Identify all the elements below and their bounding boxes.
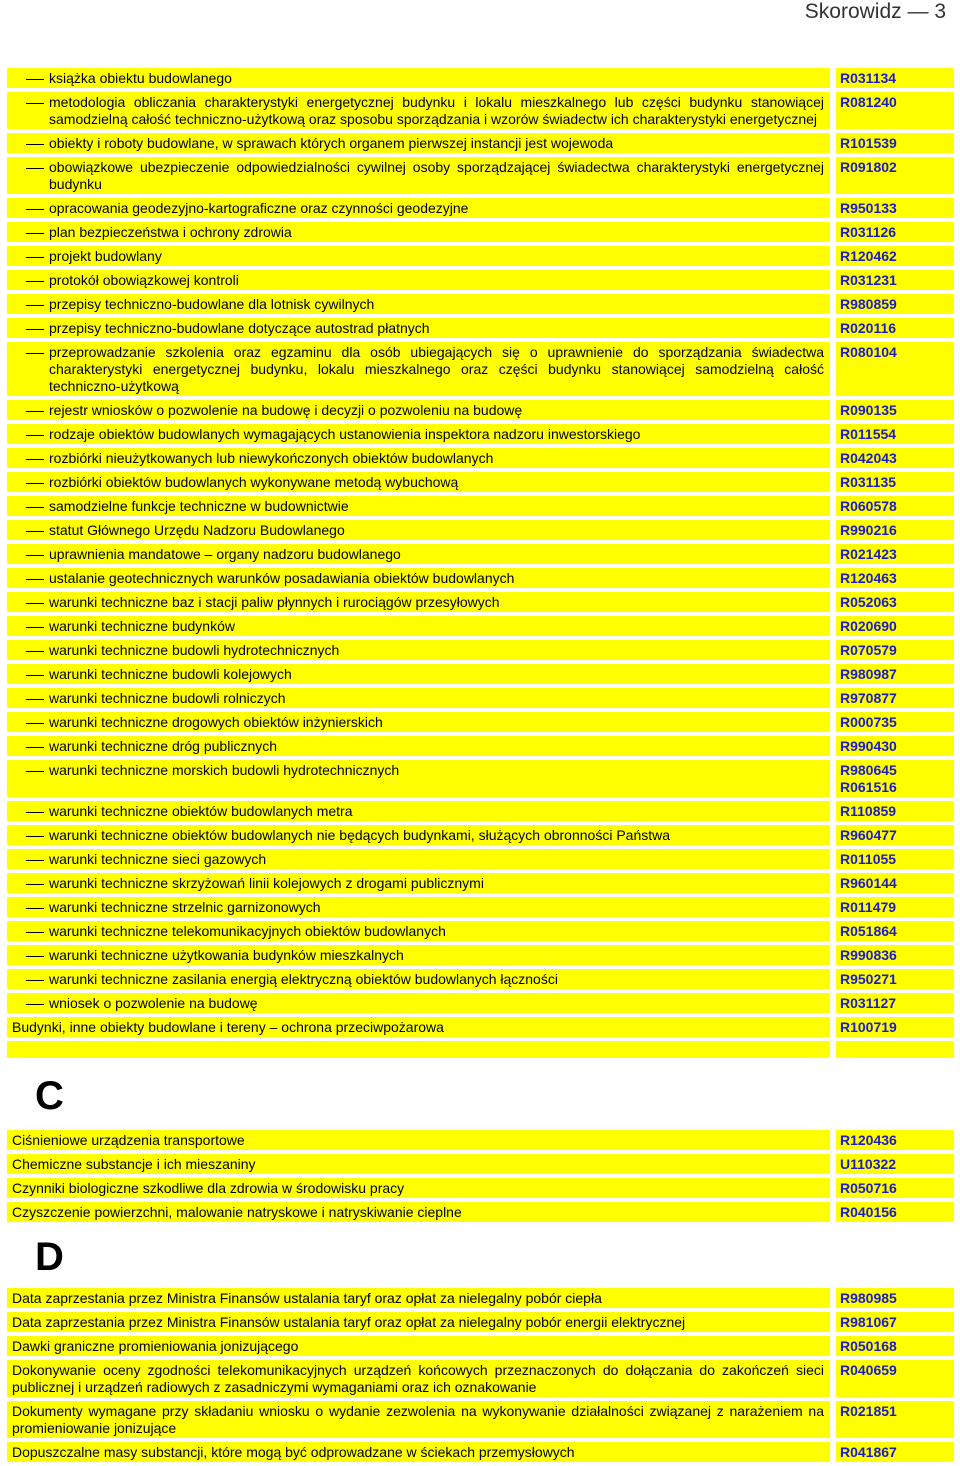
entry-code[interactable] <box>836 472 954 492</box>
entry-code[interactable] <box>836 544 954 564</box>
entry-title: rozbiórki obiektów budowlanych wykonywane metodą wybuchową <box>7 472 830 492</box>
index-entry <box>7 294 954 314</box>
index-entry <box>7 849 954 869</box>
entry-code-link[interactable]: R960477 <box>840 827 897 843</box>
index-entry <box>7 544 954 564</box>
entry-code[interactable] <box>836 92 954 129</box>
entry-title: rozbiórki nieużytkowanych lub niewykończonych obiektów budowlanych <box>7 448 830 468</box>
index-entry <box>7 688 954 708</box>
entry-code[interactable] <box>836 448 954 468</box>
entry-title: warunki techniczne baz i stacji paliw płynnych i rurociągów przesyłowych <box>7 592 830 612</box>
index-entry <box>7 1401 954 1438</box>
entry-title: warunki techniczne skrzyżowań linii kolejowych z drogami publicznymi <box>7 873 830 893</box>
entry-title: protokół obowiązkowej kontroli <box>7 270 830 290</box>
index-entry <box>7 246 954 266</box>
section-letter-c: C <box>35 1073 64 1118</box>
entry-code[interactable] <box>836 664 954 684</box>
entry-title: Czyszczenie powierzchni, malowanie natryskowe i natryskiwanie cieplne <box>7 1202 830 1222</box>
index-entry <box>7 1154 954 1174</box>
entry-code[interactable] <box>836 897 954 917</box>
index-entry <box>7 592 954 612</box>
entry-code-link[interactable]: R990430 <box>840 738 897 754</box>
index-entry <box>7 222 954 242</box>
entry-code[interactable] <box>836 1202 954 1222</box>
entry-title: Data zaprzestania przez Ministra Finansów ustalania taryf oraz opłat za nielegalny pobór energii elektrycznej <box>7 1312 830 1332</box>
index-entry <box>7 1360 954 1397</box>
entry-code[interactable] <box>836 945 954 965</box>
entry-code[interactable] <box>836 736 954 756</box>
index-entry <box>7 568 954 588</box>
entry-code-link[interactable]: R980985 <box>840 1290 897 1306</box>
entry-code-link[interactable]: R090135 <box>840 402 897 418</box>
entry-code-link[interactable]: R980859 <box>840 296 897 312</box>
entry-title: Czynniki biologiczne szkodliwe dla zdrowia w środowisku pracy <box>7 1178 830 1198</box>
entry-code-link[interactable]: R031126 <box>840 224 897 240</box>
entry-code[interactable] <box>836 1017 954 1037</box>
index-entry <box>7 1336 954 1356</box>
spacer-row <box>7 1041 954 1058</box>
entry-code[interactable] <box>836 342 954 396</box>
entry-code[interactable] <box>836 133 954 153</box>
entry-code-link[interactable]: R021851 <box>840 1403 897 1419</box>
entry-code[interactable] <box>836 1442 954 1462</box>
index-entry <box>7 472 954 492</box>
entry-code-link[interactable]: R031127 <box>840 995 897 1011</box>
entry-title: warunki techniczne użytkowania budynków mieszkalnych <box>7 945 830 965</box>
entry-title: przeprowadzanie szkolenia oraz egzaminu dla osób ubiegających się o uprawnienie do sporządzania świadectwa charakterystyki energetycznej budynku, lokalu mieszkalnego oraz części budynku stanowiącej samodzielną całość techniczno-użytkową <box>7 342 830 396</box>
entry-code[interactable] <box>836 801 954 821</box>
section-letter-c-row <box>7 1062 954 1130</box>
entry-code-link[interactable]: R061516 <box>840 779 897 795</box>
entry-title: ustalanie geotechnicznych warunków posadawiania obiektów budowlanych <box>7 568 830 588</box>
index-entry <box>7 1017 954 1037</box>
entry-title: projekt budowlany <box>7 246 830 266</box>
index-entry <box>7 712 954 732</box>
entry-title: warunki techniczne budowli rolniczych <box>7 688 830 708</box>
index-entry <box>7 342 954 396</box>
entry-title: opracowania geodezyjno-kartograficzne oraz czynności geodezyjne <box>7 198 830 218</box>
index-entry <box>7 897 954 917</box>
index-entry <box>7 736 954 756</box>
entry-code-link[interactable]: R960144 <box>840 875 897 891</box>
index-entry <box>7 640 954 660</box>
entry-code-link[interactable]: R040659 <box>840 1362 897 1378</box>
index-entry <box>7 825 954 845</box>
index-entry <box>7 1130 954 1150</box>
entry-code[interactable] <box>836 424 954 444</box>
entry-title: warunki techniczne obiektów budowlanych nie będących budynkami, służących obronności Państwa <box>7 825 830 845</box>
entry-code[interactable] <box>836 760 954 797</box>
entry-title: metodologia obliczania charakterystyki energetycznej budynku i lokalu mieszkalnego lub części budynku stanowiącej samodzielną całość techniczno-użytkową oraz sposobu sporządzania i wzorów świadectw ich charakterystyki energetycznej <box>7 92 830 129</box>
index-entry <box>7 1312 954 1332</box>
entry-code[interactable] <box>836 640 954 660</box>
entry-title: warunki techniczne zasilania energią elektryczną obiektów budowlanych łączności <box>7 969 830 989</box>
entry-code[interactable] <box>836 1360 954 1397</box>
index-table <box>7 68 954 1466</box>
index-entry <box>7 270 954 290</box>
entry-code[interactable] <box>836 222 954 242</box>
entry-code-link[interactable]: R052063 <box>840 594 897 610</box>
index-entry <box>7 157 954 194</box>
entry-code-link[interactable]: R020690 <box>840 618 897 634</box>
entry-title: Dopuszczalne masy substancji, które mogą być odprowadzane w ściekach przemysłowych <box>7 1442 830 1462</box>
entry-code[interactable] <box>836 921 954 941</box>
entry-code[interactable] <box>836 1130 954 1150</box>
entry-code-link[interactable]: U110322 <box>840 1156 897 1172</box>
entry-code[interactable] <box>836 1154 954 1174</box>
index-entry <box>7 448 954 468</box>
entry-code[interactable] <box>836 712 954 732</box>
index-entry <box>7 424 954 444</box>
entry-title: warunki techniczne morskich budowli hydrotechnicznych <box>7 760 830 797</box>
entry-code-link[interactable]: R950271 <box>840 971 897 987</box>
entry-code[interactable] <box>836 873 954 893</box>
entry-title: warunki techniczne budowli hydrotechnicznych <box>7 640 830 660</box>
entry-code[interactable] <box>836 400 954 420</box>
entry-code-link[interactable]: R120463 <box>840 570 897 586</box>
entry-code[interactable] <box>836 993 954 1013</box>
index-entry <box>7 969 954 989</box>
entry-title: plan bezpieczeństwa i ochrony zdrowia <box>7 222 830 242</box>
entry-title: warunki techniczne strzelnic garnizonowych <box>7 897 830 917</box>
entry-code[interactable] <box>836 520 954 540</box>
index-entry <box>7 133 954 153</box>
entry-code-link[interactable]: R020116 <box>840 320 897 336</box>
entry-title: warunki techniczne dróg publicznych <box>7 736 830 756</box>
entry-code[interactable] <box>836 825 954 845</box>
entry-title: Dokumenty wymagane przy składaniu wniosku o wydanie zezwolenia na wykonywanie działalności związanej z narażeniem na promieniowanie jonizujące <box>7 1401 830 1438</box>
index-entry <box>7 496 954 516</box>
entry-code-link[interactable]: R070579 <box>840 642 897 658</box>
entry-title: rejestr wniosków o pozwolenie na budowę i decyzji o pozwoleniu na budowę <box>7 400 830 420</box>
entry-code-link[interactable]: R000735 <box>840 714 897 730</box>
page-title: Skorowidz — 3 <box>804 0 946 23</box>
entry-code[interactable] <box>836 270 954 290</box>
entry-title: statut Głównego Urzędu Nadzoru Budowlanego <box>7 520 830 540</box>
entry-code[interactable] <box>836 849 954 869</box>
entry-title: przepisy techniczno-budowlane dla lotnisk cywilnych <box>7 294 830 314</box>
entry-title: warunki techniczne budynków <box>7 616 830 636</box>
index-entry <box>7 945 954 965</box>
entry-code[interactable] <box>836 198 954 218</box>
entry-code-link[interactable]: R990216 <box>840 522 897 538</box>
entry-code[interactable] <box>836 1288 954 1308</box>
index-entry <box>7 921 954 941</box>
entry-code[interactable] <box>836 1178 954 1198</box>
entry-code-link[interactable]: R081240 <box>840 94 897 110</box>
entry-code-link[interactable]: R051864 <box>840 923 897 939</box>
entry-title: Chemiczne substancje i ich mieszaniny <box>7 1154 830 1174</box>
entry-code-link[interactable]: R110859 <box>840 803 897 819</box>
entry-title: Dawki graniczne promieniowania jonizującego <box>7 1336 830 1356</box>
entry-code-link[interactable]: R120462 <box>840 248 897 264</box>
entry-code[interactable] <box>836 294 954 314</box>
index-entry <box>7 760 954 797</box>
entry-code-link[interactable]: R080104 <box>840 344 897 360</box>
entry-title: warunki techniczne sieci gazowych <box>7 849 830 869</box>
index-entry <box>7 520 954 540</box>
index-entry <box>7 1442 954 1462</box>
entry-code[interactable] <box>836 1401 954 1438</box>
index-entry <box>7 198 954 218</box>
entry-title: warunki techniczne drogowych obiektów inżynierskich <box>7 712 830 732</box>
index-entry <box>7 993 954 1013</box>
entry-title: rodzaje obiektów budowlanych wymagających ustanowienia inspektora nadzoru inwestorskiego <box>7 424 830 444</box>
entry-title: warunki techniczne budowli kolejowych <box>7 664 830 684</box>
index-entry <box>7 664 954 684</box>
entry-code-link[interactable]: R120436 <box>840 1132 897 1148</box>
entry-title: Budynki, inne obiekty budowlane i tereny – ochrona przeciwpożarowa <box>7 1017 830 1037</box>
entry-code-link[interactable]: R100719 <box>840 1019 897 1035</box>
entry-code-link[interactable]: R050716 <box>840 1180 897 1196</box>
entry-title: warunki techniczne obiektów budowlanych metra <box>7 801 830 821</box>
entry-code[interactable] <box>836 688 954 708</box>
entry-code-link[interactable]: R970877 <box>840 690 897 706</box>
entry-code-link[interactable]: R101539 <box>840 135 897 151</box>
entry-code[interactable] <box>836 318 954 338</box>
index-entry <box>7 1288 954 1308</box>
entry-title: książka obiektu budowlanego <box>7 68 830 88</box>
section-letter-d: D <box>35 1234 64 1279</box>
entry-code-link[interactable]: R050168 <box>840 1338 897 1354</box>
entry-code-link[interactable]: R990836 <box>840 947 897 963</box>
entry-code-link[interactable]: R021423 <box>840 546 897 562</box>
entry-title: obowiązkowe ubezpieczenie odpowiedzialności cywilnej osoby sporządzającej świadectwa charakterystyki energetycznej budynku <box>7 157 830 194</box>
entry-title: samodzielne funkcje techniczne w budownictwie <box>7 496 830 516</box>
entry-code[interactable] <box>836 1312 954 1332</box>
entry-code-link[interactable]: R041867 <box>840 1444 897 1460</box>
entry-title: Ciśnieniowe urządzenia transportowe <box>7 1130 830 1150</box>
entry-code-link[interactable]: R031135 <box>840 474 897 490</box>
entry-code-link[interactable]: R040156 <box>840 1204 897 1220</box>
entry-title: Dokonywanie oceny zgodności telekomunikacyjnych urządzeń końcowych przeznaczonych do dołączania do zakończeń sieci publicznej i urządzeń radiowych z zasadniczymi wymaganiami oraz ich oznakowanie <box>7 1360 830 1397</box>
entry-code-link[interactable]: R011479 <box>840 899 897 915</box>
index-entry <box>7 400 954 420</box>
entry-code-link[interactable]: R011554 <box>840 426 897 442</box>
entry-code[interactable] <box>836 568 954 588</box>
index-entry <box>7 318 954 338</box>
entry-code-link[interactable]: R031231 <box>840 272 897 288</box>
entry-title: Data zaprzestania przez Ministra Finansów ustalania taryf oraz opłat za nielegalny pobór ciepła <box>7 1288 830 1308</box>
entry-code-link[interactable]: R980645 <box>840 762 897 778</box>
entry-code-link[interactable]: R042043 <box>840 450 897 466</box>
index-entry <box>7 92 954 129</box>
entry-code[interactable] <box>836 246 954 266</box>
entry-code-link[interactable]: R011055 <box>840 851 897 867</box>
index-entry <box>7 68 954 88</box>
index-group-c <box>7 1130 954 1222</box>
entry-code-link[interactable]: R091802 <box>840 159 897 175</box>
entry-code[interactable] <box>836 496 954 516</box>
entry-code-link[interactable]: R950133 <box>840 200 897 216</box>
entry-code-link[interactable]: R060578 <box>840 498 897 514</box>
index-entry <box>7 801 954 821</box>
entry-code[interactable] <box>836 969 954 989</box>
index-group-d <box>7 1288 954 1462</box>
entry-title: warunki techniczne telekomunikacyjnych obiektów budowlanych <box>7 921 830 941</box>
entry-code[interactable] <box>836 157 954 194</box>
entry-code-link[interactable]: R981067 <box>840 1314 897 1330</box>
entry-code-link[interactable]: R031134 <box>840 70 897 86</box>
entry-code[interactable] <box>836 616 954 636</box>
entry-code[interactable] <box>836 592 954 612</box>
entry-title: wniosek o pozwolenie na budowę <box>7 993 830 1013</box>
index-entry <box>7 873 954 893</box>
index-entry <box>7 1178 954 1198</box>
entry-title: przepisy techniczno-budowlane dotyczące autostrad płatnych <box>7 318 830 338</box>
entry-title: uprawnienia mandatowe – organy nadzoru budowlanego <box>7 544 830 564</box>
page-header <box>0 0 960 68</box>
index-entry <box>7 616 954 636</box>
section-letter-d-row <box>7 1226 954 1288</box>
entry-code[interactable] <box>836 68 954 88</box>
index-entry <box>7 1202 954 1222</box>
index-group-b <box>7 68 954 1037</box>
entry-code[interactable] <box>836 1336 954 1356</box>
entry-title: obiekty i roboty budowlane, w sprawach których organem pierwszej instancji jest wojewoda <box>7 133 830 153</box>
entry-code-link[interactable]: R980987 <box>840 666 897 682</box>
